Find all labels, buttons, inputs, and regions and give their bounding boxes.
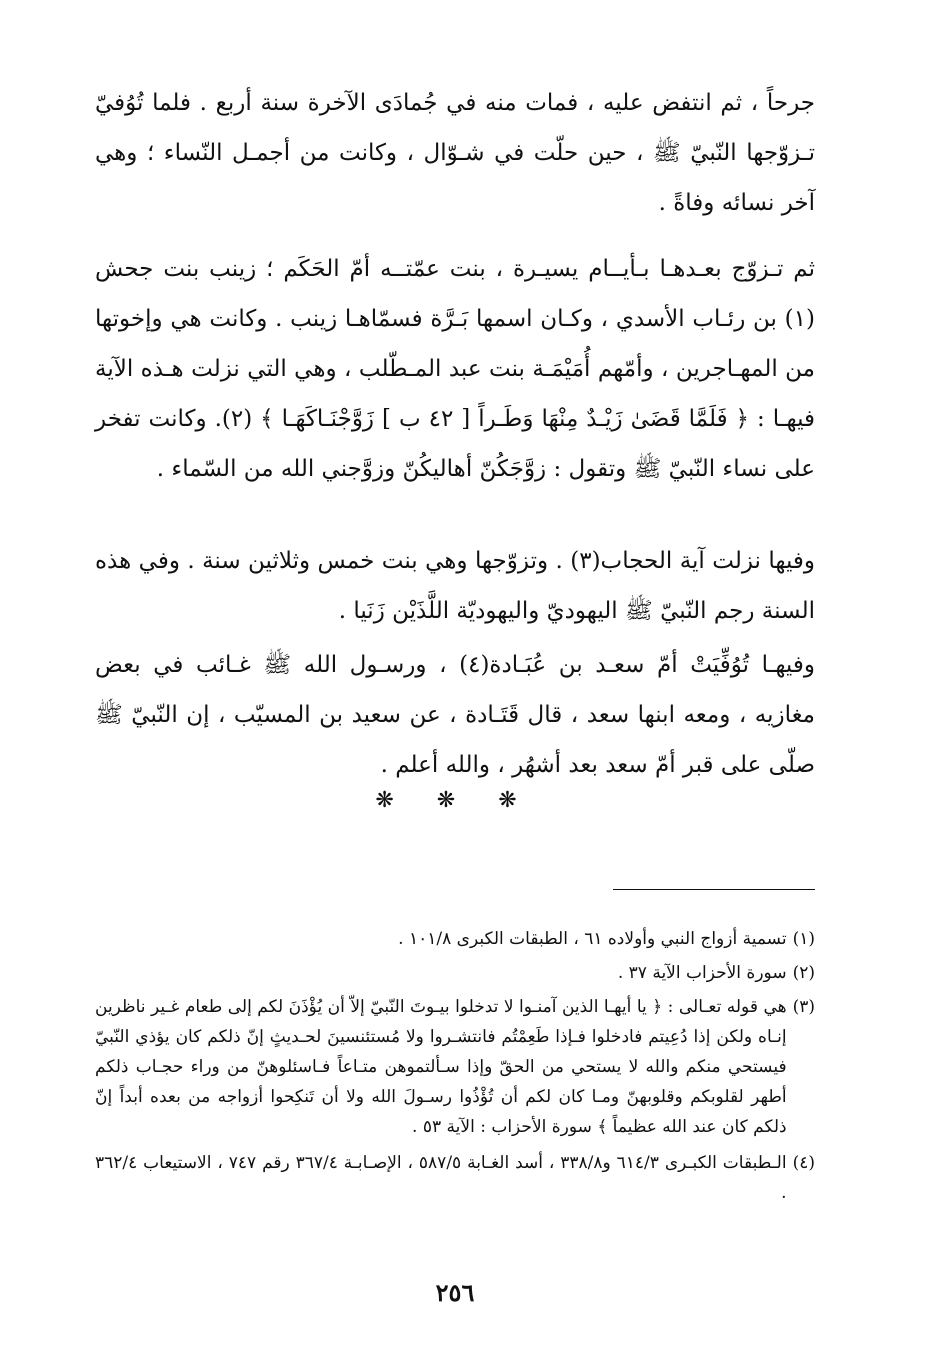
footnote-3 xyxy=(95,992,815,1142)
footnote-4 xyxy=(95,1148,815,1208)
footnote-text: سورة الأحزاب الآية ٣٧ . xyxy=(617,963,787,983)
footnote-number: (٣) xyxy=(792,997,815,1017)
footnote-number: (٤) xyxy=(792,1153,815,1173)
section-separator: ❋ ❋ ❋ xyxy=(375,788,535,813)
page xyxy=(95,78,815,1348)
page-number: ٢٥٦ xyxy=(435,1278,475,1307)
footnote-text: الـطبقات الكبـرى ٦١٤/٣ و٣٣٨/٨ ، أسد الغـابة ٥٨٧/٥ ، الإصـابـة ٣٦٧/٤ رقم ٧٤٧ ، الاستيعاب ٣٦٢/٤ . xyxy=(95,1153,787,1203)
footnote-text: هي قوله تعـالى : ﴿ يا أيهـا الذين آمنـوا لا تدخلوا بيـوتَ النّبيّ إلاّ أن يُؤْذَنَ لكم إلى طعام غـير ناظرين إنـاه ولكن إذا دُعِيتم فادخلوا فـإذا طَعِمْتُم فانتشـروا ولا مُستئنسينَ لحـديثٍ إنّ ذلكم كان يؤذي النّبيّ فيستحي منكم والله لا يستحي من الحقّ وإذا سـألتموهن متـاعاً فـاسئلوهنّ من وراء حجـاب ذلكم أطهر لقلوبكم وقلوبهنّ ومـا كان لكم أن تُؤْذُوا رسـولَ الله ولا أن تَنكِحوا أزواجه من بعده أبداً إنّ ذلكم كان عند الله عظيماً ﴾ سورة الأحزاب : الآية ٥٣ . xyxy=(95,997,787,1137)
body-paragraph-1: جرحاً ، ثم انتفض عليه ، فمات منه في جُمادَى الآخرة سنة أربع . فلما تُوُفيّ تـزوّجها النّبيّ ﷺ ، حين حلّت في شـوّال ، وكانت من أجمـل النّساء ؛ وهي آخر نسائه وفاةً . xyxy=(95,90,815,216)
footnote-number: (٢) xyxy=(792,963,815,983)
footnote-2 xyxy=(95,958,815,988)
footnote-divider xyxy=(613,889,815,890)
footnote-text: تسمية أزواج النبي وأولاده ٦١ ، الطبقات الكبرى ١٠١/٨ . xyxy=(398,929,787,949)
body-paragraph-3: وفيها نزلت آية الحجاب(٣) . وتزوّجها وهي بنت خمس وثلاثين سنة . وفي هذه السنة رجم النّبيّ ﷺ اليهوديّ واليهوديّة اللَّذَيْن زَنَيا . xyxy=(95,548,815,624)
footnote-number: (١) xyxy=(792,929,815,949)
footnotes xyxy=(95,924,815,1208)
body-paragraph-2: ثم تـزوّج بعـدهـا بـأيــام يسيـرة ، بنت عمّتــه أمّ الحَكَم ؛ زينب بنت جحش (١) بن رئـاب الأسدي ، وكـان اسمها بَـرَّة فسمّاهـا زينب . وكانت هي وإخوتها من المهـاجرين ، وأمّهم أُمَيْمَـة بنت عبد المـطّلب ، وهي التي نزلت هـذه الآية فيهـا : ﴿ فَلَمَّا قَضَىٰ زَيْـدٌ مِنْهَا وَطَـراً [ ٤٢ ب ] زَوَّجْنَـاكَهَـا ﴾ (٢). وكانت تفخر على نساء النّبيّ ﷺ وتقول : زوَّجَكُنّ أهاليكُنّ وزوَّجني الله من السّماء . xyxy=(95,256,816,482)
footnote-1 xyxy=(95,924,815,954)
body-paragraph-4: وفيهـا تُوُفِّيَتْ أمّ سعـد بن عُبَـادة(٤) ، ورسـول الله ﷺ غـائب في بعض مغازيه ، ومعه ابنها سعد ، قال قَتَـادة ، عن سعيد بن المسيّب ، إن النّبيّ ﷺ صلّى على قبر أمّ سعد بعد أشهُر ، والله أعلم . xyxy=(95,652,815,778)
